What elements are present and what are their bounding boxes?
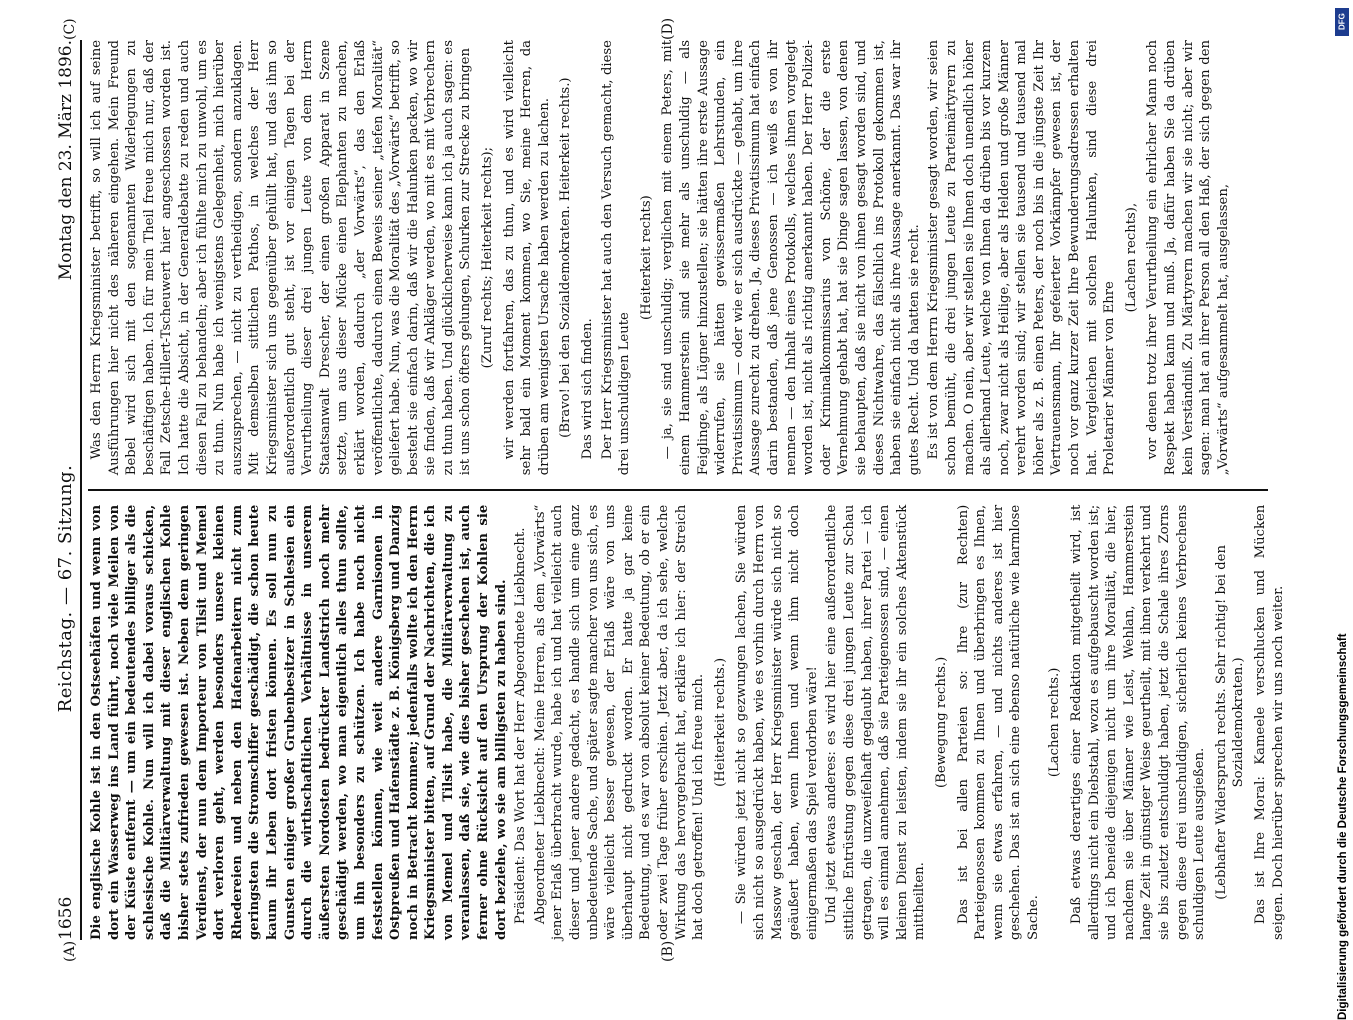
paragraph: Daß etwas derartiges einer Redaktion mitgetheilt wird, ist allerdings nicht ein Diebstahl, wozu es aufgebauscht worden ist; und ich beneide diejenigen nicht um ihre Moralität, die hier, nachdem sie über Männer wie Leist, Wehlan, Hammerstein lange Zeit in günstiger Weise geurtheilt, mit ihnen verkehrt und sie bis zuletzt entschuldigt haben, jetzt die Schale ihres Zorns gegen diese drei unschuldigen, sicherlich keines Verbrechens schuldigen Leute ausgießen.	[1069, 504, 1208, 940]
right-column	[88, 40, 1268, 475]
session-title: Reichstag. — 67. Sitzung.	[55, 464, 76, 713]
page-header	[55, 40, 82, 940]
paragraph: — Sie würden jetzt nicht so gezwungen lachen, Sie würden sich nicht so ausgedrückt haben, wie es vorhin durch Herrn von Massow geschah, der Herr Kriegsminister würde sich nicht so geäußert haben, wenn Ihnen und wenn ihm nicht doch einigermaßen das Spiel verdorben wäre!	[734, 504, 820, 940]
interjection: (Zuruf rechts; Heiterkeit rechts);	[480, 146, 496, 369]
paragraph: — ja, sie sind unschuldig; verglichen mit einem Peters, mit einem Hammerstein sind sie mehr als unschuldig — als Feiglinge, als Lügner hinzustellen; sie hätten ihre erste Aussage widerrufen, sie hätten gewissermaßen Lehrstunden, ein Privatissimum — oder wie er sich ausdrückte — gehabt, um ihre Aussage zurecht zu drehen. Ja, dieses Privatissimum hat einfach darin bestanden, daß jene Genossen — ich weiß es von ihr nennen — den Inhalt eines Protokolls, welches ihnen vorgelegt worden ist, nicht als richtig anerkannt haben. Der Herr Polizei- oder Kriminalkommissarius von Schöne, der die erste Vernehmung gehabt hat, hat sie Dinge sagen lassen, von denen sie behaupten, daß sie nicht von ihnen gesagt worden sind, und dieses Nichtwahre, das fälschlich ins Protokoll gekommen ist, haben sie einfach nicht als ihre Aussage anerkannt. Das war ihr gutes Recht. Und da hatten sie recht.	[660, 40, 922, 476]
paragraph: Der Herr Kriegsminister hat auch den Versuch gemacht, diese drei unschuldigen Leute	[599, 40, 633, 476]
margin-letter-a: (A)	[62, 940, 78, 962]
paragraph: Die englische Kohle ist in den Ostseehäfen und wenn von dort ein Wasserweg ins Land führt, noch viele Meilen von der Küste entfernt — um ein bedeutendes billiger als die schlesische Kohle. Nun will ich dabei voraus schicken, daß die Militärverwaltung mit dieser englischen Kohle bisher stets zufrieden gewesen ist. Neben dem geringen Verdienst, der nun dem Importeur von Tilsit und Memel dort verloren geht, werden besonders unsere kleinen Rhedereien und neben den Hafenarbeitern nicht zum geringsten die Stromschiffer geschädigt, die schon heute kaum ihr Leben dort fristen können. Es soll nun zu Gunsten einiger großer Grubenbesitzer in Schlesien ein durch die wirthschaftlichen Verhältnisse in unserem äußersten Nordosten bedrückter Landstrich noch mehr geschädigt werden, wo man eigentlich alles thun sollte, um ihn besonders zu schützen. Ich habe noch nicht feststellen können, wie weit andere Garnisonen in Ostpreußen und Hafenstädte z. B. Königsberg und Danzig noch in Betracht kommen; jedenfalls wollte ich den Herrn Kriegsminister bitten, auf Grund der Nachrichten, die ich von Memel und Tilsit habe, die Militärverwaltung zu veranlassen, daß sie, wie dies bisher geschehen ist, auch ferner ohne Rücksicht auf den Ursprung der Kohlen sie dort beziehe, wo sie am billigsten zu haben sind.	[89, 504, 509, 940]
paragraph: Abgeordneter Liebknecht: Meine Herren, als dem „Vorwärts“ jener Erlaß überbracht wurde, habe ich und hat vielleicht auch dieser und jener andere gedacht, es handle sich um eine ganz unbedeutende Sache, und später sagte mancher von uns sich, es wäre vielleicht besser gewesen, der Erlaß wäre von uns überhaupt nicht gedruckt worden. Er hatte ja gar keine Bedeutung, und es war von absolut keiner Bedeutung, ob er ein oder zwei Tage früher erschien. Jetzt aber, da ich sehe, welche Wirkung das hervorgebracht hat, erkläre ich hier: der Streich hat doch getroffen! Und ich freue mich.	[532, 504, 707, 940]
left-column	[88, 504, 1286, 940]
interjection: (Bravo! bei den Sozialdemokraten. Heiterkeit rechts.)	[558, 77, 574, 438]
column-divider	[88, 489, 1268, 491]
session-date: Montag den 23. März 1896.	[56, 40, 76, 281]
paragraph: Was den Herrn Kriegsminister betrifft, so will ich auf seine Ausführungen hier nicht des näheren eingehen. Mein Freund Bebel wird sich mit den sogenannten Widerlegungen zu beschäftigen haben. Ich für mein Theil freue mich nur, daß der Fall Zetsche-Hillert-Tscheuwert hier angeschossen worden ist. Ich hatte die Absicht, in der Generaldebatte zu reden und auch diesen Fall zu behandeln; aber ich fühlte mich zu unwohl, um es zu thun. Nun habe ich wenigstens Gelegenheit, mich hierüber auszusprechen, — nicht zu vertheidigen, sondern anzuklagen. Mit demselben sittlichen Pathos, in welches der Herr Kriegsminister sich uns gegenüber gehüllt hat, und das ihm so außerordentlich gut steht, ist vor einigen Tagen bei der Verurtheilung dieser drei jungen Leute von dem Herrn Staatsanwalt Drescher, der einen großen Apparat in Szene setzte, um aus dieser Mücke einen Elephanten zu machen, erklärt worden, dadurch „der Vorwärts“, das den Erlaß veröffentlichte, dadurch einen Beweis seiner „tiefen Moralität“ geliefert habe. Nun, was die Moralität des „Vorwärts“ betrifft, so besteht sie einfach darin, daß wir die Halunken packen, wo wir sie finden, daß wir Ankläger werden, wo mit es mit Verbrechern zu thun haben. Und glücklicherweise kann ich ja auch sagen: es ist uns schon öfters gelungen, Schurken zur Strecke zu bringen	[89, 40, 474, 476]
paragraph: wir werden fortfahren, das zu thun, und es wird vielleicht sehr bald ein Moment kommen, wo Sie, meine Herren, da drüben am wenigsten Ursache haben werden zu lachen.	[501, 40, 552, 476]
interjection: (Bewegung rechts.)	[933, 656, 949, 788]
interjection: (Lebhafter Widerspruch rechts. Sehr richtig! bei den Sozialdemokraten.)	[1213, 545, 1247, 900]
page-number: 1656	[56, 896, 76, 940]
dfg-logo: DFG	[1335, 8, 1349, 36]
interjection: (Heiterkeit rechts)	[638, 195, 654, 321]
paragraph: Das ist bei allen Parteien so: Ihre (zur Rechten) Parteigenossen kommen zu Ihnen und überbringen es Ihnen, wenn sie etwas erfahren, — und nichts anderes ist hier geschehen. Das ist an sich eine ebenso natürliche wie harmlose Sache.	[955, 504, 1041, 940]
paragraph: Es ist von dem Herrn Kriegsminister gesagt worden, wir seien schon bemüht, die drei jungen Leute zu Parteimärtyrern zu machen. O nein, aber wir stellen sie Ihnen doch unendlich höher als allerhand Leute, welche von Ihnen da drüben bis vor kurzem noch, zwar nicht als Heilige, aber als Helden und große Männer verehrt worden sind; wir stellen sie tausend und tausend mal höher als z. B. einen Peters, der noch bis in die jüngste Zeit Ihr Vertrauensmann, Ihr gefeierter Vorkämpfer gewesen ist, der noch vor ganz kurzer Zeit Ihre Bewunderungsadressen erhalten hat. Vergleichen mit solchen Halunken, sind diese drei Proletarier Männer von Ehre	[926, 40, 1118, 476]
interjection: (Heiterkeit rechts.)	[712, 657, 728, 787]
paragraph: Das wird sich finden.	[580, 318, 596, 460]
margin-letter-c: (C)	[62, 18, 78, 40]
digitization-note: Digitalisierung gefördert durch die Deutsche Forschungsgemeinschaft	[1337, 633, 1349, 1020]
paragraph: vor denen trotz ihrer Verurtheilung ein ehrlicher Mann noch Respekt haben kann und muß. Ja, dafür haben Sie da drüben kein Verständniß. Zu Märtyrern machen wir sie nicht; aber wir sagen: man hat an ihrer Person all den Haß, der sich gegen den „Vorwärts“ aufgesammelt hat, ausgelassen,	[1145, 40, 1231, 476]
text-columns	[88, 40, 1286, 940]
paragraph: Und jetzt etwas anderes: es wird hier eine außerordentliche sittliche Entrüstung gegen diese drei jungen Leute zur Schau getragen, die unzweifelhaft geglaubt haben, ihrer Partei — ich will es einmal annehmen, daß sie Parteigenossen sind, — einen kleinen Dienst zu leisten, indem sie ihr ein solches Aktenstück mittheilten.	[824, 504, 928, 940]
interjection: (Lachen rechts.)	[1047, 667, 1063, 778]
margin-letter-b: (B)	[660, 940, 676, 962]
margin-letter-d: (D)	[660, 17, 676, 40]
paragraph: Präsident: Das Wort hat der Herr Abgeordnete Liebknecht.	[513, 527, 529, 925]
interjection: (Lachen rechts),	[1123, 202, 1139, 313]
paragraph: Das ist Ihre Moral: Kameele verschlucken und Mücken seigen. Doch hierüber sprechen wir uns noch weiter.	[1253, 504, 1286, 940]
